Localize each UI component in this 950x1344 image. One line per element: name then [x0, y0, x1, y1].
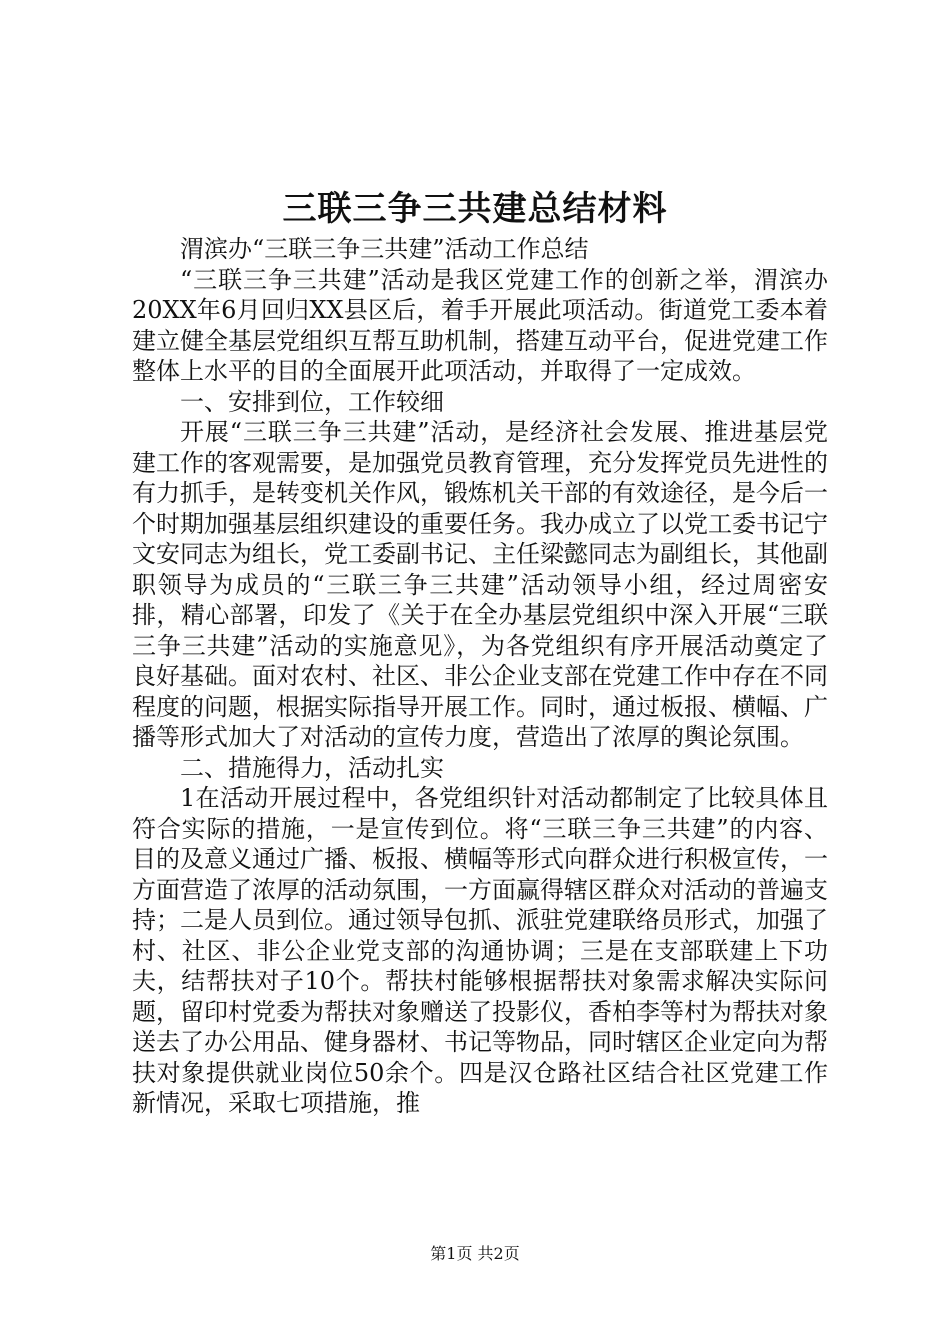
paragraph-subtitle: 渭滨办“三联三争三共建”活动工作总结 — [180, 235, 589, 263]
document-title: 三联三争三共建总结材料 — [282, 189, 668, 229]
section-heading-2: 二、措施得力，活动扎实 — [180, 753, 444, 782]
page-number: 第1页 共2页 — [430, 1244, 520, 1263]
paragraph-intro: “三联三争三共建”活动是我区党建工作的创新之举，渭滨办20XX年6月回归XX县区后，着手开展此项活动。街道党工委本着建立健全基层党组织互帮互助机制，搭建互动平台，促进党建工作整体上水平的目的全面展开此项活动，并取得了一定成效。 — [132, 265, 828, 385]
section-heading-1: 一、安排到位，工作较细 — [180, 387, 444, 416]
document-body — [132, 234, 828, 1119]
paragraph-section-2: 1在活动开展过程中，各党组织针对活动都制定了比较具体且符合实际的措施，一是宣传到位。将“三联三争三共建”的内容、目的及意义通过广播、板报、横幅等形式向群众进行积极宣传，一方面营造了浓厚的活动氛围，一方面赢得辖区群众对活动的普遍支持；二是人员到位。通过领导包抓、派驻党建联络员形式，加强了村、社区、非公企业党支部的沟通协调；三是在支部联建上下功夫，结帮扶对子10个。帮扶村能够根据帮扶对象需求解决实际问题，留印村党委为帮扶对象赠送了投影仪，香柏李等村为帮扶对象送去了办公用品、健身器材、书记等物品，同时辖区企业定向为帮扶对象提供就业岗位50余个。四是汉仓路社区结合社区党建工作新情况，采取七项措施，推 — [132, 784, 828, 1117]
paragraph-section-1: 开展“三联三争三共建”活动，是经济社会发展、推进基层党建工作的客观需要，是加强党员教育管理，充分发挥党员先进性的有力抓手，是转变机关作风，锻炼机关干部的有效途径，是今后一个时期加强基层组织建设的重要任务。我办成立了以党工委书记宁文安同志为组长，党工委副书记、主任梁懿同志为副组长，其他副职领导为成员的“三联三争三共建”活动领导小组，经过周密安排，精心部署，印发了《关于在全办基层党组织中深入开展“三联三争三共建”活动的实施意见》，为各党组织有序开展活动奠定了良好基础。面对农村、社区、非公企业支部在党建工作中存在不同程度的问题，根据实际指导开展工作。同时，通过板报、横幅、广播等形式加大了对活动的宣传力度，营造出了浓厚的舆论氛围。 — [132, 418, 828, 751]
